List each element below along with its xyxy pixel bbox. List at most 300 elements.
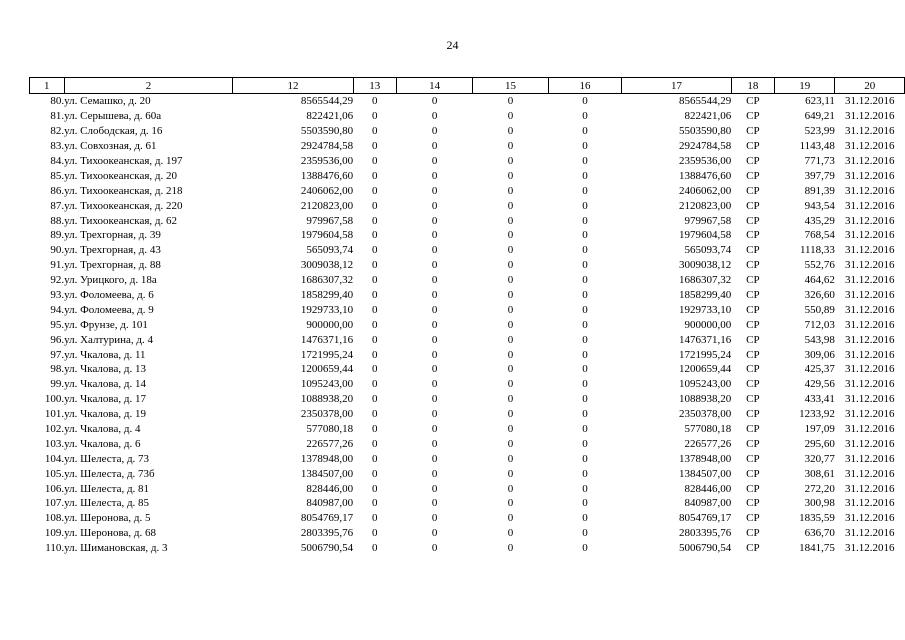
rate-col19: 433,41 — [804, 393, 835, 406]
value-col15: 0 — [507, 467, 514, 480]
value-col15: 0 — [507, 408, 514, 421]
date-col20: 31.12.2016 — [844, 140, 895, 153]
amount-col17: 822421,06 — [684, 110, 732, 123]
value-col14: 0 — [431, 184, 438, 197]
rate-col19: 1143,48 — [799, 140, 835, 153]
address: ул. Фоломеева, д. 6 — [64, 289, 154, 302]
address: ул. Тихоокеанская, д. 197 — [64, 155, 183, 167]
date-col20: 31.12.2016 — [844, 303, 895, 316]
column-header: 18 — [731, 78, 774, 94]
address: ул. Семашко, д. 20 — [64, 95, 151, 108]
row-number: 85. — [50, 169, 65, 182]
value-col16: 0 — [582, 452, 588, 465]
amount-col12: 5006790,54 — [300, 542, 354, 555]
rate-col19: 891,39 — [804, 184, 835, 197]
address: ул. Серышева, д. 60а — [64, 110, 162, 123]
row-number: 101. — [44, 408, 65, 421]
value-col13: 0 — [372, 289, 378, 302]
address: ул. Чкалова, д. 14 — [64, 378, 146, 391]
value-col14: 0 — [431, 393, 438, 406]
table-row — [30, 228, 905, 243]
value-col16: 0 — [582, 408, 588, 421]
value-col16: 0 — [582, 467, 588, 480]
row-number: 82. — [50, 125, 65, 138]
date-col20: 31.12.2016 — [844, 393, 895, 406]
table-row — [30, 288, 905, 303]
value-col16: 0 — [582, 378, 588, 391]
value-col16: 0 — [582, 497, 588, 510]
value-col15: 0 — [507, 155, 514, 167]
column-header: 14 — [396, 78, 472, 94]
amount-col17: 1476371,16 — [679, 333, 732, 346]
amount-col12: 2350378,00 — [300, 408, 354, 421]
table-row — [30, 243, 905, 258]
address: ул. Тихоокеанская, д. 220 — [64, 199, 183, 212]
value-col13: 0 — [372, 214, 378, 227]
rate-col19: 1835,59 — [799, 512, 835, 525]
amount-col12: 840987,00 — [306, 497, 354, 510]
value-col14: 0 — [431, 244, 438, 257]
value-col14: 0 — [431, 125, 438, 138]
value-col14: 0 — [431, 95, 438, 108]
row-number: 91. — [50, 259, 65, 272]
value-col16: 0 — [582, 437, 588, 450]
date-col20: 31.12.2016 — [844, 467, 895, 480]
date-col20: 31.12.2016 — [844, 482, 895, 495]
table-row — [30, 213, 905, 228]
address: ул. Чкалова, д. 17 — [64, 393, 146, 406]
date-col20: 31.12.2016 — [844, 348, 895, 361]
address: ул. Чкалова, д. 19 — [64, 408, 146, 421]
row-number: 95. — [50, 318, 65, 331]
value-col14: 0 — [431, 542, 438, 555]
value-col15: 0 — [507, 259, 514, 272]
amount-col12: 1721995,24 — [300, 348, 354, 361]
table-row — [30, 94, 905, 109]
address: ул. Шелеста, д. 73 — [64, 452, 150, 465]
date-col20: 31.12.2016 — [844, 274, 895, 287]
value-col15: 0 — [507, 140, 514, 153]
amount-col12: 8565544,29 — [300, 95, 354, 108]
row-number: 110. — [45, 542, 65, 555]
rate-col19: 943,54 — [804, 199, 835, 212]
value-col13: 0 — [372, 542, 378, 555]
value-col13: 0 — [372, 110, 378, 123]
date-col20: 31.12.2016 — [844, 110, 895, 123]
amount-col12: 226577,26 — [306, 437, 354, 450]
rate-col19: 309,06 — [804, 348, 835, 361]
code-col18: СР — [746, 363, 760, 376]
value-col13: 0 — [372, 348, 378, 361]
date-col20: 31.12.2016 — [844, 125, 895, 138]
value-col16: 0 — [582, 199, 588, 212]
value-col14: 0 — [431, 214, 438, 227]
code-col18: СР — [746, 467, 760, 480]
value-col15: 0 — [507, 542, 514, 555]
value-col16: 0 — [582, 169, 588, 182]
amount-col17: 5503590,80 — [679, 125, 732, 138]
value-col15: 0 — [507, 95, 514, 108]
value-col16: 0 — [582, 259, 588, 272]
amount-col12: 2803395,76 — [300, 527, 354, 540]
amount-col17: 3009038,12 — [679, 259, 732, 272]
address: ул. Тихоокеанская, д. 20 — [64, 169, 177, 182]
value-col16: 0 — [582, 303, 588, 316]
address: ул. Чкалова, д. 13 — [64, 363, 146, 376]
amount-col17: 2406062,00 — [679, 184, 732, 197]
amount-col17: 8054769,17 — [679, 512, 732, 525]
date-col20: 31.12.2016 — [844, 437, 895, 450]
rate-col19: 397,79 — [804, 169, 835, 182]
value-col13: 0 — [372, 199, 378, 212]
amount-col17: 1095243,00 — [679, 378, 732, 391]
code-col18: СР — [746, 318, 760, 331]
row-number: 109. — [44, 527, 65, 540]
code-col18: СР — [746, 378, 760, 391]
amount-col17: 840987,00 — [684, 497, 732, 510]
code-col18: СР — [746, 512, 760, 525]
amount-col12: 1384507,00 — [300, 467, 354, 480]
code-col18: СР — [746, 542, 760, 555]
code-col18: СР — [746, 95, 760, 108]
value-col16: 0 — [582, 155, 588, 167]
rate-col19: 429,56 — [804, 378, 835, 391]
rate-col19: 768,54 — [804, 229, 835, 242]
row-number: 83. — [50, 140, 65, 153]
address: ул. Трехгорная, д. 88 — [64, 259, 161, 272]
amount-col12: 822421,06 — [306, 110, 354, 123]
address: ул. Совхозная, д. 61 — [64, 140, 157, 153]
address: ул. Тихоокеанская, д. 62 — [64, 214, 177, 227]
code-col18: СР — [746, 184, 760, 197]
table-row — [30, 109, 905, 124]
table-row — [30, 422, 905, 437]
row-number: 102. — [44, 423, 65, 436]
value-col13: 0 — [372, 140, 378, 153]
value-col15: 0 — [507, 527, 514, 540]
address: ул. Халтурина, д. 4 — [64, 333, 153, 346]
code-col18: СР — [746, 393, 760, 406]
rate-col19: 712,03 — [804, 318, 835, 331]
code-col18: СР — [746, 408, 760, 421]
amount-col12: 1979604,58 — [300, 229, 354, 242]
amount-col17: 2120823,00 — [679, 199, 732, 212]
code-col18: СР — [746, 199, 760, 212]
value-col14: 0 — [431, 497, 438, 510]
code-col18: СР — [746, 303, 760, 316]
value-col16: 0 — [582, 184, 588, 197]
address: ул. Чкалова, д. 6 — [64, 437, 141, 450]
amount-col17: 828446,00 — [684, 482, 732, 495]
table-row — [30, 392, 905, 407]
code-col18: СР — [746, 110, 760, 123]
rate-col19: 272,20 — [804, 482, 835, 495]
value-col14: 0 — [431, 155, 438, 167]
amount-col17: 2924784,58 — [679, 140, 732, 153]
value-col16: 0 — [582, 348, 588, 361]
rate-col19: 300,98 — [804, 497, 835, 510]
table-row — [30, 407, 905, 422]
rate-col19: 550,89 — [804, 303, 835, 316]
rate-col19: 320,77 — [804, 452, 835, 465]
table-row — [30, 183, 905, 198]
amount-col12: 2924784,58 — [300, 140, 354, 153]
code-col18: СР — [746, 289, 760, 302]
value-col13: 0 — [372, 229, 378, 242]
address: ул. Шеронова, д. 68 — [64, 527, 157, 540]
date-col20: 31.12.2016 — [844, 259, 895, 272]
value-col14: 0 — [431, 229, 438, 242]
table-row — [30, 541, 905, 556]
value-col14: 0 — [431, 274, 438, 287]
value-col14: 0 — [431, 467, 438, 480]
table-row — [30, 496, 905, 511]
value-col14: 0 — [431, 378, 438, 391]
value-col16: 0 — [582, 125, 588, 138]
table-row — [30, 481, 905, 496]
amount-col17: 1388476,60 — [679, 169, 732, 182]
amount-col17: 1686307,32 — [679, 274, 732, 287]
value-col15: 0 — [507, 348, 514, 361]
amount-col12: 2120823,00 — [300, 199, 354, 212]
value-col16: 0 — [582, 542, 588, 555]
code-col18: СР — [746, 214, 760, 227]
page-number: 24 — [446, 38, 459, 52]
amount-col17: 1929733,10 — [679, 303, 732, 316]
date-col20: 31.12.2016 — [844, 363, 895, 376]
rate-col19: 295,60 — [804, 437, 835, 450]
row-number: 106. — [44, 482, 65, 495]
amount-col17: 979967,58 — [684, 214, 732, 227]
value-col15: 0 — [507, 303, 514, 316]
rate-col19: 435,29 — [804, 214, 835, 227]
address: ул. Чкалова, д. 11 — [64, 348, 146, 361]
value-col13: 0 — [372, 467, 378, 480]
value-col13: 0 — [372, 155, 378, 167]
row-number: 97. — [50, 348, 65, 361]
column-header: 1 — [30, 78, 65, 94]
value-col14: 0 — [431, 169, 438, 182]
code-col18: СР — [746, 437, 760, 450]
amount-col17: 1979604,58 — [679, 229, 732, 242]
header-row — [30, 78, 905, 94]
amount-col17: 2803395,76 — [679, 527, 732, 540]
value-col14: 0 — [431, 482, 438, 495]
table-row — [30, 302, 905, 317]
amount-col12: 1378948,00 — [300, 452, 354, 465]
value-col16: 0 — [582, 393, 588, 406]
code-col18: СР — [746, 348, 760, 361]
table-row — [30, 273, 905, 288]
rate-col19: 308,61 — [804, 467, 835, 480]
value-col14: 0 — [431, 110, 438, 123]
date-col20: 31.12.2016 — [844, 155, 895, 167]
address: ул. Слободская, д. 16 — [64, 125, 163, 138]
date-col20: 31.12.2016 — [844, 229, 895, 242]
table-row — [30, 139, 905, 154]
value-col16: 0 — [582, 527, 588, 540]
amount-col17: 1721995,24 — [679, 348, 732, 361]
amount-col17: 1088938,20 — [679, 393, 732, 406]
amount-col12: 979967,58 — [306, 214, 354, 227]
address: ул. Трехгорная, д. 39 — [64, 229, 161, 242]
date-col20: 31.12.2016 — [844, 169, 895, 182]
column-header: 16 — [548, 78, 621, 94]
table-row — [30, 526, 905, 541]
date-col20: 31.12.2016 — [844, 452, 895, 465]
row-number: 84. — [50, 155, 65, 167]
table-row — [30, 347, 905, 362]
table-row — [30, 377, 905, 392]
value-col13: 0 — [372, 408, 378, 421]
code-col18: СР — [746, 497, 760, 510]
value-col16: 0 — [582, 95, 588, 108]
value-col14: 0 — [431, 333, 438, 346]
code-col18: СР — [746, 140, 760, 153]
amount-col17: 1858299,40 — [679, 289, 732, 302]
amount-col12: 3009038,12 — [300, 259, 354, 272]
address: ул. Фрунзе, д. 101 — [64, 318, 148, 331]
code-col18: СР — [746, 482, 760, 495]
value-col15: 0 — [507, 289, 514, 302]
amount-col12: 5503590,80 — [300, 125, 354, 138]
value-col13: 0 — [372, 244, 378, 257]
date-col20: 31.12.2016 — [844, 497, 895, 510]
code-col18: СР — [746, 452, 760, 465]
value-col15: 0 — [507, 497, 514, 510]
value-col13: 0 — [372, 333, 378, 346]
rate-col19: 197,09 — [804, 423, 835, 436]
value-col13: 0 — [372, 527, 378, 540]
value-col14: 0 — [431, 512, 438, 525]
value-col13: 0 — [372, 378, 378, 391]
rate-col19: 1841,75 — [799, 542, 835, 555]
date-col20: 31.12.2016 — [844, 378, 895, 391]
row-number: 105. — [44, 467, 65, 480]
code-col18: СР — [746, 155, 760, 167]
value-col14: 0 — [431, 348, 438, 361]
address: ул. Чкалова, д. 4 — [64, 423, 141, 436]
amount-col12: 1929733,10 — [300, 303, 354, 316]
code-col18: СР — [746, 169, 760, 182]
table-row — [30, 198, 905, 213]
value-col13: 0 — [372, 512, 378, 525]
row-number: 93. — [50, 289, 65, 302]
value-col16: 0 — [582, 318, 588, 331]
value-col15: 0 — [507, 244, 514, 257]
value-col15: 0 — [507, 274, 514, 287]
code-col18: СР — [746, 259, 760, 272]
amount-col12: 1858299,40 — [300, 289, 354, 302]
value-col13: 0 — [372, 437, 378, 450]
amount-col12: 2406062,00 — [300, 184, 354, 197]
address: ул. Фоломеева, д. 9 — [64, 303, 154, 316]
value-col14: 0 — [431, 259, 438, 272]
value-col14: 0 — [431, 303, 438, 316]
value-col14: 0 — [431, 408, 438, 421]
column-header: 19 — [775, 78, 835, 94]
value-col13: 0 — [372, 259, 378, 272]
date-col20: 31.12.2016 — [844, 318, 895, 331]
value-col15: 0 — [507, 423, 514, 436]
value-col15: 0 — [507, 110, 514, 123]
value-col16: 0 — [582, 512, 588, 525]
value-col15: 0 — [507, 512, 514, 525]
value-col15: 0 — [507, 378, 514, 391]
value-col15: 0 — [507, 363, 514, 376]
value-col14: 0 — [431, 527, 438, 540]
row-number: 107. — [44, 497, 65, 510]
table-row — [30, 124, 905, 139]
value-col15: 0 — [507, 229, 514, 242]
amount-col12: 2359536,00 — [300, 155, 354, 167]
value-col13: 0 — [372, 95, 378, 108]
address: ул. Шелеста, д. 73б — [64, 467, 155, 480]
date-col20: 31.12.2016 — [844, 333, 895, 346]
value-col14: 0 — [431, 363, 438, 376]
column-header: 20 — [835, 78, 905, 94]
amount-col17: 1384507,00 — [679, 467, 732, 480]
value-col14: 0 — [431, 289, 438, 302]
amount-col12: 900000,00 — [306, 318, 354, 331]
value-col16: 0 — [582, 333, 588, 346]
address: ул. Урицкого, д. 18а — [64, 274, 157, 287]
rate-col19: 523,99 — [804, 125, 835, 138]
date-col20: 31.12.2016 — [844, 199, 895, 212]
value-col13: 0 — [372, 274, 378, 287]
address: ул. Шеронова, д. 5 — [64, 512, 151, 525]
rate-col19: 636,70 — [804, 527, 835, 540]
row-number: 86. — [50, 184, 65, 197]
row-number: 90. — [50, 244, 65, 257]
date-col20: 31.12.2016 — [844, 244, 895, 257]
code-col18: СР — [746, 423, 760, 436]
value-col15: 0 — [507, 169, 514, 182]
date-col20: 31.12.2016 — [844, 184, 895, 197]
value-col14: 0 — [431, 140, 438, 153]
amount-col17: 8565544,29 — [679, 95, 732, 108]
amount-col17: 900000,00 — [684, 318, 732, 331]
address: ул. Шелеста, д. 81 — [64, 482, 150, 495]
table-row — [30, 451, 905, 466]
value-col16: 0 — [582, 482, 588, 495]
row-number: 94. — [50, 303, 65, 316]
value-col13: 0 — [372, 363, 378, 376]
code-col18: СР — [746, 244, 760, 257]
value-col16: 0 — [582, 229, 588, 242]
date-col20: 31.12.2016 — [844, 95, 895, 108]
value-col16: 0 — [582, 140, 588, 153]
value-col15: 0 — [507, 125, 514, 138]
value-col15: 0 — [507, 393, 514, 406]
date-col20: 31.12.2016 — [844, 408, 895, 421]
amount-col12: 1686307,32 — [300, 274, 354, 287]
value-col15: 0 — [507, 184, 514, 197]
value-col15: 0 — [507, 482, 514, 495]
value-col15: 0 — [507, 333, 514, 346]
value-col13: 0 — [372, 318, 378, 331]
register-table — [29, 77, 905, 556]
table-row — [30, 466, 905, 481]
date-col20: 31.12.2016 — [844, 512, 895, 525]
amount-col17: 1378948,00 — [679, 452, 732, 465]
value-col16: 0 — [582, 289, 588, 302]
amount-col17: 577080,18 — [684, 423, 732, 436]
value-col14: 0 — [431, 437, 438, 450]
row-number: 103. — [44, 437, 65, 450]
date-col20: 31.12.2016 — [844, 423, 895, 436]
column-header: 13 — [353, 78, 396, 94]
